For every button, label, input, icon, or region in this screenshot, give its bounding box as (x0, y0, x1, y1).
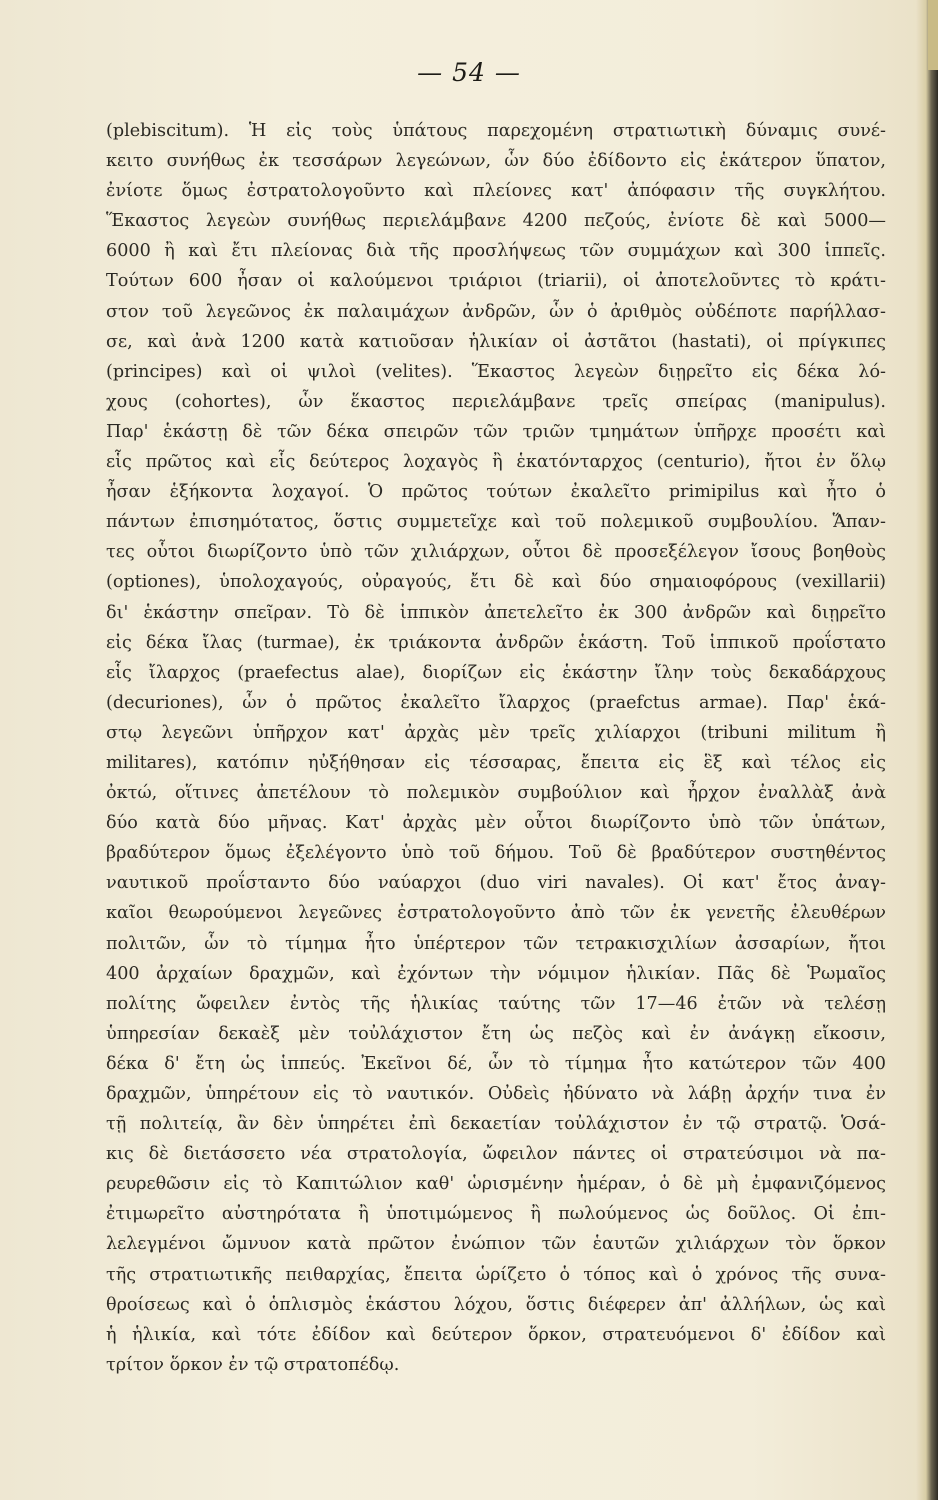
body-text (106, 116, 886, 1380)
text-line: militares), κατόπιν ηὐξήθησαν εἰς τέσσαρας, ἔπειτα εἰς ἓξ καὶ τέλος εἰς (106, 752, 886, 773)
text-line: στον τοῦ λεγεῶνος ἐκ παλαιμάχων ἀνδρῶν, ὧν ὁ ἀριθμὸς οὐδέποτε παρήλλασ- (106, 301, 886, 322)
text-line: ὑπηρεσίαν δεκαὲξ μὲν τοὐλάχιστον ἔτη ὡς πεζὸς καὶ ἐν ἀνάγκῃ εἴκοσιν, (106, 1023, 886, 1044)
text-line: καῖοι θεωρούμενοι λεγεῶνες ἐστρατολογοῦντο ἀπὸ τῶν ἐκ γενετῆς ἐλευθέρων (106, 903, 886, 924)
text-line: Παρ' ἑκάστῃ δὲ τῶν δέκα σπειρῶν τῶν τριῶν τμημάτων ὑπῆρχε προσέτι καὶ (106, 421, 886, 442)
text-line: πάντων ἐπισημότατος, ὅστις συμμετεῖχε καὶ τοῦ πολεμικοῦ συμβουλίου. Ἅπαν- (106, 512, 886, 533)
text-line: δέκα δ' ἔτη ὡς ἱππεύς. Ἐκεῖνοι δέ, ὧν τὸ τίμημα ἦτο κατώτερον τῶν 400 (106, 1053, 886, 1074)
text-line: λελεγμένοι ὤμνυον κατὰ πρῶτον ἐνώπιον τῶν ἑαυτῶν χιλιάρχων τὸν ὅρκον (106, 1234, 886, 1255)
text-line: βραδύτερον ὅμως ἐξελέγοντο ὑπὸ τοῦ δήμου. Τοῦ δὲ βραδύτερον συστηθέντος (106, 843, 886, 864)
text-line: κειτο συνήθως ἐκ τεσσάρων λεγεώνων, ὧν δύο ἐδίδοντο εἰς ἑκάτερον ὕπατον, (106, 151, 886, 172)
text-line: τῇ πολιτείᾳ, ἂν δὲν ὑπηρέτει ἐπὶ δεκαετίαν τοὐλάχιστον ἐν τῷ στρατῷ. Ὁσά- (106, 1114, 886, 1135)
text-line: (decuriones), ὧν ὁ πρῶτος ἐκαλεῖτο ἴλαρχος (praefctus armae). Παρ' ἑκά- (106, 692, 886, 713)
text-line: ναυτικοῦ προΐσταντο δύο ναύαρχοι (duo viri navales). Οἱ κατ' ἔτος ἀναγ- (106, 873, 886, 894)
page-edge-shadow (916, 0, 938, 1500)
text-line: εἷς πρῶτος καὶ εἷς δεύτερος λοχαγὸς ἢ ἑκατόνταρχος (centurio), ἤτοι ἐν ὅλῳ (106, 452, 886, 473)
text-line: πολιτῶν, ὧν τὸ τίμημα ἦτο ὑπέρτερον τῶν τετρακισχιλίων ἀσσαρίων, ἤτοι (106, 933, 886, 954)
text-line: 400 ἀρχαίων δραχμῶν, καὶ ἐχόντων τὴν νόμιμον ἡλικίαν. Πᾶς δὲ Ῥωμαῖος (106, 963, 886, 984)
text-line: ἦσαν ἑξήκοντα λοχαγοί. Ὁ πρῶτος τούτων ἐκαλεῖτο primipilus καὶ ἦτο ὁ (106, 482, 886, 503)
text-line: Τούτων 600 ἦσαν οἱ καλούμενοι τριάριοι (triarii), οἱ ἀποτελοῦντες τὸ κράτι- (106, 271, 886, 292)
text-line: ρευρεθῶσιν εἰς τὸ Καπιτώλιον καθ' ὡρισμένην ἡμέραν, ὁ δὲ μὴ ἐμφανιζόμενος (106, 1174, 886, 1195)
text-line: (optiones), ὑπολοχαγούς, οὐραγούς, ἔτι δὲ καὶ δύο σημαιοφόρους (vexillarii) (106, 572, 886, 593)
text-line: δραχμῶν, ὑπηρέτουν εἰς τὸ ναυτικόν. Οὐδεὶς ἠδύνατο νὰ λάβῃ ἀρχήν τινα ἐν (106, 1084, 886, 1104)
text-line: 6000 ἢ καὶ ἔτι πλείονας διὰ τῆς προσλήψεως τῶν συμμάχων καὶ 300 ἱππεῖς. (106, 241, 886, 262)
text-line: σε, καὶ ἀνὰ 1200 κατὰ κατιοῦσαν ἡλικίαν οἱ ἀστᾶτοι (hastati), οἱ πρίγκιπες (106, 331, 886, 352)
text-line: πολίτης ὤφειλεν ἐντὸς τῆς ἡλικίας ταύτης τῶν 17—46 ἐτῶν νὰ τελέσῃ (106, 993, 886, 1014)
text-line: ἡ ἡλικία, καὶ τότε ἐδίδον καὶ δεύτερον ὅρκον, στρατευόμενοι δ' ἐδίδον καὶ (106, 1324, 886, 1345)
text-line: θροίσεως καὶ ὁ ὁπλισμὸς ἑκάστου λόχου, ὅστις διέφερεν ἀπ' ἀλλήλων, ὡς καὶ (106, 1294, 886, 1315)
text-line: δι' ἑκάστην σπεῖραν. Τὸ δὲ ἱππικὸν ἀπετελεῖτο ἐκ 300 ἀνδρῶν καὶ διῃρεῖτο (106, 602, 886, 623)
text-line: (plebiscitum). Ἡ εἰς τοὺς ὑπάτους παρεχομένη στρατιωτικὴ δύναμις συνέ- (106, 121, 886, 141)
page-number: — 54 — (417, 58, 521, 87)
text-line: χους (cohortes), ὧν ἕκαστος περιελάμβανε τρεῖς σπείρας (manipulus). (106, 391, 886, 412)
text-line: ἐτιμωρεῖτο αὐστηρότατα ἢ ὑποτιμώμενος ἢ πωλούμενος ὡς δοῦλος. Οἱ ἐπι- (106, 1204, 886, 1225)
text-line: τρίτον ὅρκον ἐν τῷ στρατοπέδῳ. (106, 1354, 400, 1375)
text-line: (principes) καὶ οἱ ψιλοὶ (velites). Ἕκαστος λεγεὼν διῃρεῖτο εἰς δέκα λό- (106, 361, 886, 382)
text-line: ὀκτώ, οἵτινες ἀπετέλουν τὸ πολεμικὸν συμβούλιον καὶ ἦρχον ἐναλλὰξ ἀνὰ (106, 783, 886, 804)
text-line: ἐνίοτε ὅμως ἐστρατολογοῦντο καὶ πλείονες κατ' ἀπόφασιν τῆς συγκλήτου. (106, 181, 886, 202)
text-line: δύο κατὰ δύο μῆνας. Κατ' ἀρχὰς μὲν οὗτοι διωρίζοντο ὑπὸ τῶν ὑπάτων, (106, 813, 886, 834)
text-line: κις δὲ διετάσσετο νέα στρατολογία, ὤφειλον πάντες οἱ στρατεύσιμοι νὰ πα- (106, 1144, 886, 1165)
text-line: τες οὗτοι διωρίζοντο ὑπὸ τῶν χιλιάρχων, οὗτοι δὲ προσεξέλεγον ἴσους βοηθοὺς (106, 542, 886, 563)
text-line: Ἕκαστος λεγεὼν συνήθως περιελάμβανε 4200 πεζούς, ἐνίοτε δὲ καὶ 5000— (106, 211, 886, 232)
text-line: στῳ λεγεῶνι ὑπῆρχον κατ' ἀρχὰς μὲν τρεῖς χιλίαρχοι (tribuni militum ἢ (106, 722, 886, 743)
text-line: εἰς δέκα ἴλας (turmae), ἐκ τριάκοντα ἀνδρῶν ἑκάστη. Τοῦ ἱππικοῦ προΐστατο (106, 632, 886, 653)
text-line: τῆς στρατιωτικῆς πειθαρχίας, ἔπειτα ὡρίζετο ὁ τόπος καὶ ὁ χρόνος τῆς συνα- (106, 1264, 886, 1285)
text-line: εἷς ἴλαρχος (praefectus alae), διορίζων εἰς ἑκάστην ἴλην τοὺς δεκαδάρχους (106, 662, 886, 683)
